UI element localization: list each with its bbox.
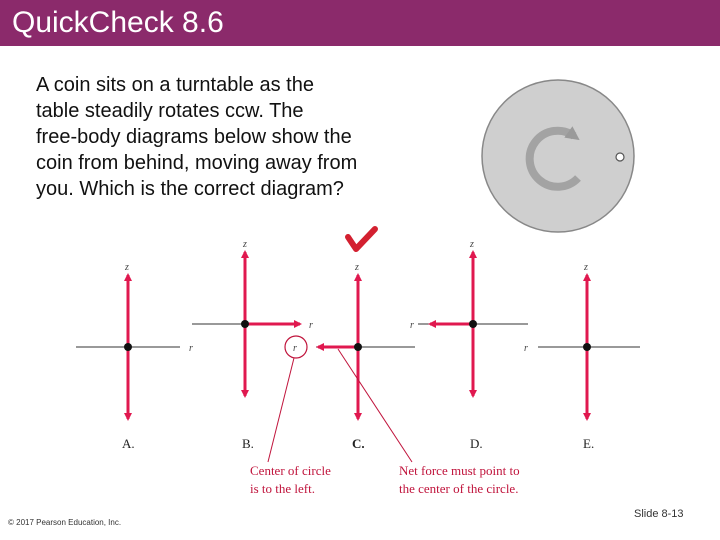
turntable-disk — [482, 80, 634, 232]
r-axis-label: r — [524, 343, 528, 354]
question-line: table steadily rotates ccw. The — [36, 100, 304, 122]
r-axis-label: r — [293, 343, 297, 354]
diagram-a — [76, 262, 193, 451]
question-line: free-body diagrams below show the — [36, 126, 352, 148]
r-axis-label: r — [410, 320, 414, 331]
coin-point — [354, 343, 362, 351]
turntable — [482, 80, 634, 232]
r-axis-label: r — [309, 320, 313, 331]
coin-icon — [616, 153, 624, 161]
diagram-label: E. — [583, 436, 595, 451]
annotation-left-line1: Center of circle — [250, 463, 331, 478]
diagram-label: C. — [352, 436, 365, 451]
z-axis-label: z — [243, 239, 247, 250]
z-axis-label: z — [470, 239, 474, 250]
coin-point — [583, 343, 591, 351]
coin-point — [241, 320, 249, 328]
question-line: you. Which is the correct diagram? — [36, 178, 344, 200]
diagram-label: B. — [242, 436, 254, 451]
annotation-right-line1: Net force must point to — [399, 463, 520, 478]
copyright-text: © 2017 Pearson Education, Inc. — [8, 518, 122, 527]
page-title: QuickCheck 8.6 — [12, 6, 224, 39]
z-axis-label: z — [584, 262, 588, 273]
z-axis-label: z — [355, 262, 359, 273]
coin-point — [469, 320, 477, 328]
annotation-leader-left — [268, 358, 294, 462]
question-line: A coin sits on a turntable as the — [36, 74, 314, 96]
slide-number: Slide 8-13 — [634, 508, 684, 520]
coin-point — [124, 343, 132, 351]
checkmark-icon — [348, 229, 375, 249]
diagram-label: D. — [470, 436, 483, 451]
diagram-d — [410, 239, 528, 451]
annotation-left-line2: is to the left. — [250, 481, 315, 496]
diagram-c — [285, 262, 415, 451]
diagram-e — [524, 262, 640, 451]
annotation-right-line2: the center of the circle. — [399, 481, 519, 496]
diagram-label: A. — [122, 436, 135, 451]
question-line: coin from behind, moving away from — [36, 152, 358, 174]
r-axis-label: r — [189, 343, 193, 354]
z-axis-label: z — [125, 262, 129, 273]
annotation-leader-right — [338, 349, 412, 462]
